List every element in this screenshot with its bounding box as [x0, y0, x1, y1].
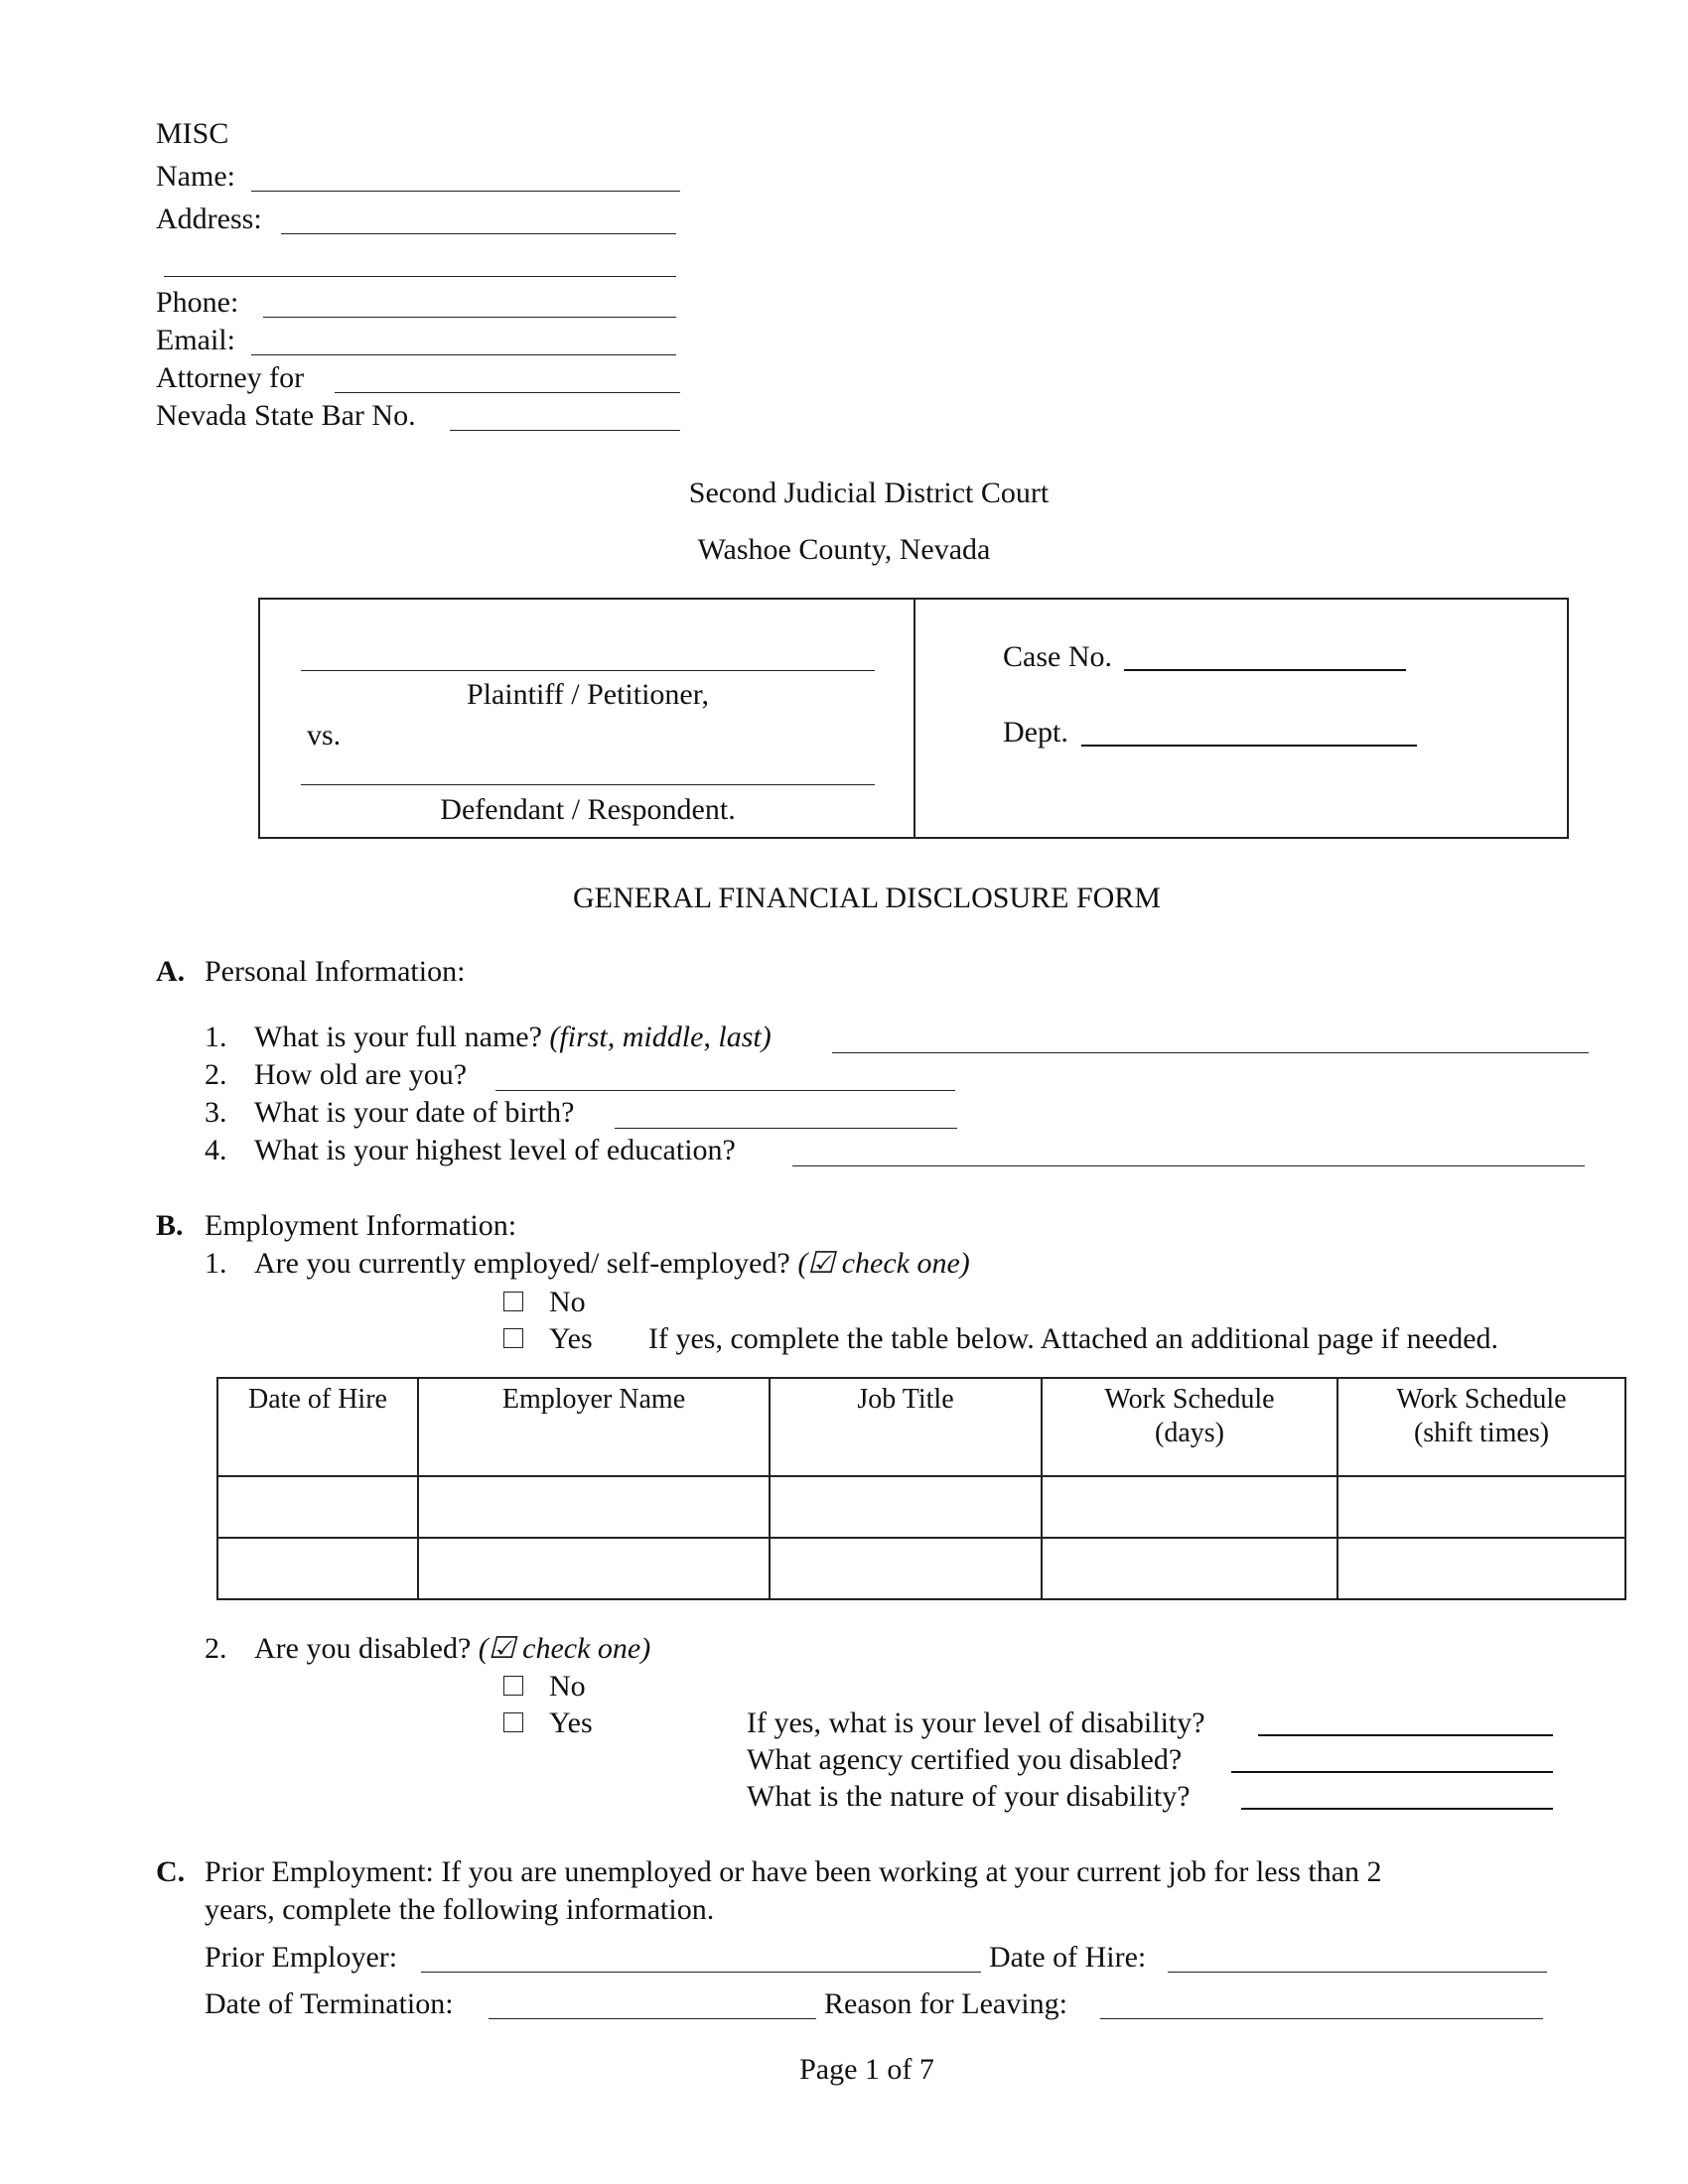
section-c-text-line1: Prior Employment: If you are unemployed or have been working at your current job for less than 2 [205, 1855, 1382, 1888]
vs-label: vs. [307, 719, 342, 751]
table-row [217, 1538, 1625, 1599]
address-label: Address: [156, 203, 262, 235]
table-cell[interactable] [1337, 1538, 1625, 1599]
section-a-title: Personal Information: [205, 955, 466, 988]
phone-field[interactable] [263, 317, 676, 318]
prior-date-of-hire-label: Date of Hire: [989, 1941, 1147, 1974]
disability-nature-question: What is the nature of your disability? [747, 1780, 1191, 1813]
table-cell[interactable] [770, 1476, 1042, 1538]
reason-for-leaving-field[interactable] [1100, 2018, 1543, 2019]
date-of-termination-label: Date of Termination: [205, 1987, 454, 2020]
question-number: 2. [205, 1632, 227, 1665]
court-name: Second Judicial District Court [688, 477, 1050, 509]
disability-level-field[interactable] [1258, 1734, 1553, 1736]
prior-employer-field[interactable] [421, 1972, 981, 1973]
table-cell[interactable] [770, 1538, 1042, 1599]
question-number: 2. [205, 1058, 227, 1091]
section-c-letter: C. [156, 1855, 186, 1888]
table-header-job-title: Job Title [770, 1378, 1042, 1476]
full-name-field[interactable] [832, 1052, 1589, 1053]
employed-yes-note: If yes, complete the table below. Attached an additional page if needed. [648, 1322, 1499, 1355]
case-number-label: Case No. [1003, 640, 1112, 673]
address-field[interactable] [281, 233, 676, 234]
age-question: How old are you? [254, 1058, 468, 1091]
section-b-title: Employment Information: [205, 1209, 517, 1242]
employment-table [216, 1377, 1626, 1600]
bar-number-field[interactable] [450, 430, 680, 431]
name-field[interactable] [251, 191, 680, 192]
disabled-hint: (☑ check one) [478, 1632, 651, 1665]
case-number-field[interactable] [1124, 669, 1406, 671]
date-of-termination-field[interactable] [489, 2018, 816, 2019]
question-number: 1. [205, 1247, 227, 1280]
disabled-question-text: Are you disabled? [254, 1632, 472, 1665]
table-cell[interactable] [1042, 1476, 1337, 1538]
defendant-field[interactable] [301, 784, 875, 785]
table-cell[interactable] [217, 1538, 418, 1599]
page-number: Page 1 of 7 [799, 2053, 934, 2086]
defendant-label: Defendant / Respondent. [440, 793, 736, 826]
misc-label: MISC [156, 117, 229, 150]
table-header-row [217, 1378, 1625, 1476]
table-cell[interactable] [418, 1476, 770, 1538]
name-label: Name: [156, 160, 235, 193]
email-field[interactable] [251, 354, 676, 355]
bar-number-label: Nevada State Bar No. [156, 399, 416, 432]
employed-question [254, 1249, 970, 1279]
table-header-schedule-shift: Work Schedule (shift times) [1337, 1378, 1625, 1476]
disabled-question [254, 1634, 650, 1664]
table-row [217, 1476, 1625, 1538]
dept-field[interactable] [1081, 745, 1417, 747]
email-label: Email: [156, 324, 235, 356]
disabled-yes-checkbox[interactable] [503, 1712, 523, 1732]
table-cell[interactable] [1042, 1538, 1337, 1599]
plaintiff-field[interactable] [301, 670, 875, 671]
table-cell[interactable] [1337, 1476, 1625, 1538]
table-header-date-of-hire: Date of Hire [217, 1378, 418, 1476]
attorney-field[interactable] [335, 392, 680, 393]
disabled-yes-label: Yes [549, 1706, 593, 1739]
form-title: GENERAL FINANCIAL DISCLOSURE FORM [573, 882, 1161, 914]
prior-employer-label: Prior Employer: [205, 1941, 398, 1974]
section-c-text-line2: years, complete the following information. [205, 1893, 715, 1926]
employed-no-label: No [549, 1286, 586, 1318]
question-number: 4. [205, 1134, 227, 1166]
prior-date-of-hire-field[interactable] [1168, 1972, 1547, 1973]
employed-hint: (☑ check one) [797, 1247, 970, 1280]
disability-nature-field[interactable] [1241, 1808, 1553, 1810]
reason-for-leaving-label: Reason for Leaving: [824, 1987, 1067, 2020]
table-header-employer-name: Employer Name [418, 1378, 770, 1476]
attorney-label: Attorney for [156, 361, 305, 394]
court-county: Washoe County, Nevada [697, 533, 991, 566]
table-header-schedule-days: Work Schedule (days) [1042, 1378, 1337, 1476]
full-name-question-text: What is your full name? [254, 1021, 542, 1053]
table-cell[interactable] [217, 1476, 418, 1538]
disability-agency-question: What agency certified you disabled? [747, 1743, 1183, 1776]
question-number: 3. [205, 1096, 227, 1129]
question-number: 1. [205, 1021, 227, 1053]
education-question: What is your highest level of education? [254, 1134, 736, 1166]
employed-no-checkbox[interactable] [503, 1292, 523, 1311]
section-b-letter: B. [156, 1209, 184, 1242]
phone-label: Phone: [156, 286, 239, 319]
education-field[interactable] [792, 1165, 1585, 1166]
dob-field[interactable] [615, 1128, 957, 1129]
age-field[interactable] [495, 1090, 955, 1091]
disabled-no-label: No [549, 1670, 586, 1703]
section-a-letter: A. [156, 955, 186, 988]
full-name-hint: (first, middle, last) [549, 1021, 772, 1053]
disability-level-question: If yes, what is your level of disability? [747, 1706, 1205, 1739]
disabled-no-checkbox[interactable] [503, 1676, 523, 1696]
caption-divider [914, 598, 915, 839]
employed-question-text: Are you currently employed/ self-employed? [254, 1247, 790, 1280]
dob-question: What is your date of birth? [254, 1096, 575, 1129]
employed-yes-checkbox[interactable] [503, 1328, 523, 1348]
disability-agency-field[interactable] [1231, 1771, 1553, 1773]
employed-yes-label: Yes [549, 1322, 593, 1355]
address-field-line2[interactable] [164, 276, 676, 277]
plaintiff-label: Plaintiff / Petitioner, [466, 678, 710, 711]
dept-label: Dept. [1003, 716, 1068, 749]
table-cell[interactable] [418, 1538, 770, 1599]
full-name-question [254, 1023, 772, 1052]
